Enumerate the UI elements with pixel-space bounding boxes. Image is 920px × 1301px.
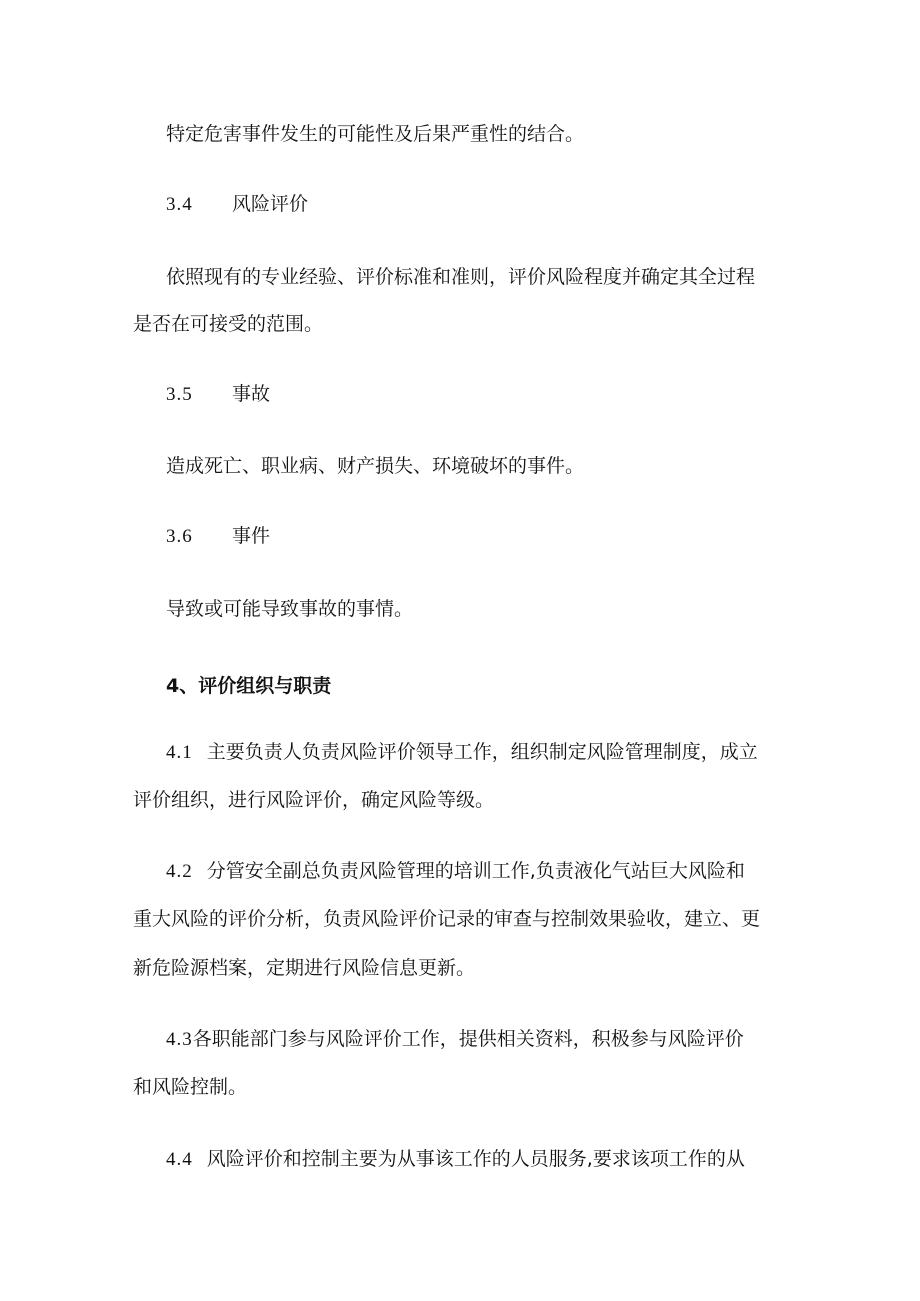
heading-title: 事故 <box>232 383 271 405</box>
paragraph-4-1-line2: 评价组织，进行风险评价，确定风险等级。 <box>133 789 495 811</box>
section-heading-4: 4、评价组织与职责 <box>166 675 332 697</box>
item-number: 4.3 <box>166 1029 193 1050</box>
paragraph-4-2-line3: 新危险源档案，定期进行风险信息更新。 <box>133 957 476 979</box>
paragraph-4-2-line1: 4.2 分管安全副总负责风险管理的培训工作,负责液化气站巨大风险和 <box>166 860 745 882</box>
paragraph-4-1-line1: 4.1 主要负责人负责风险评价领导工作，组织制定风险管理制度，成立 <box>166 741 758 763</box>
heading-3-5 <box>166 382 271 407</box>
heading-number: 3.6 <box>166 526 193 547</box>
heading-title: 风险评价 <box>232 193 309 215</box>
item-number: 4.4 <box>166 1149 193 1170</box>
paragraph-4-4-line1: 4.4 风险评价和控制主要为从事该工作的人员服务,要求该项工作的从 <box>166 1148 745 1170</box>
paragraph-4-3-line1: 4.3各职能部门参与风险评价工作，提供相关资料，积极参与风险评价 <box>166 1028 744 1050</box>
paragraph-risk-evaluation-line1: 依照现有的专业经验、评价标准和准则，评价风险程度并确定其全过程 <box>166 266 756 288</box>
item-number: 4.2 <box>166 861 193 882</box>
heading-number: 3.5 <box>166 384 193 405</box>
paragraph-4-3-line2: 和风险控制。 <box>133 1076 248 1098</box>
heading-3-6 <box>166 524 271 549</box>
paragraph-accident: 造成死亡、职业病、财产损失、环境破坏的事件。 <box>166 455 585 477</box>
paragraph-4-2-line2: 重大风险的评价分析，负责风险评价记录的审查与控制效果验收，建立、更 <box>133 908 761 930</box>
heading-title: 事件 <box>232 525 271 547</box>
heading-number: 3.4 <box>166 194 193 215</box>
paragraph-risk-evaluation-line2: 是否在可接受的范围。 <box>133 313 324 335</box>
heading-3-4 <box>166 192 309 217</box>
paragraph-incident: 导致或可能导致事故的事情。 <box>166 598 414 620</box>
item-number: 4.1 <box>166 742 193 763</box>
paragraph-definition-risk: 特定危害事件发生的可能性及后果严重性的结合。 <box>166 123 585 145</box>
